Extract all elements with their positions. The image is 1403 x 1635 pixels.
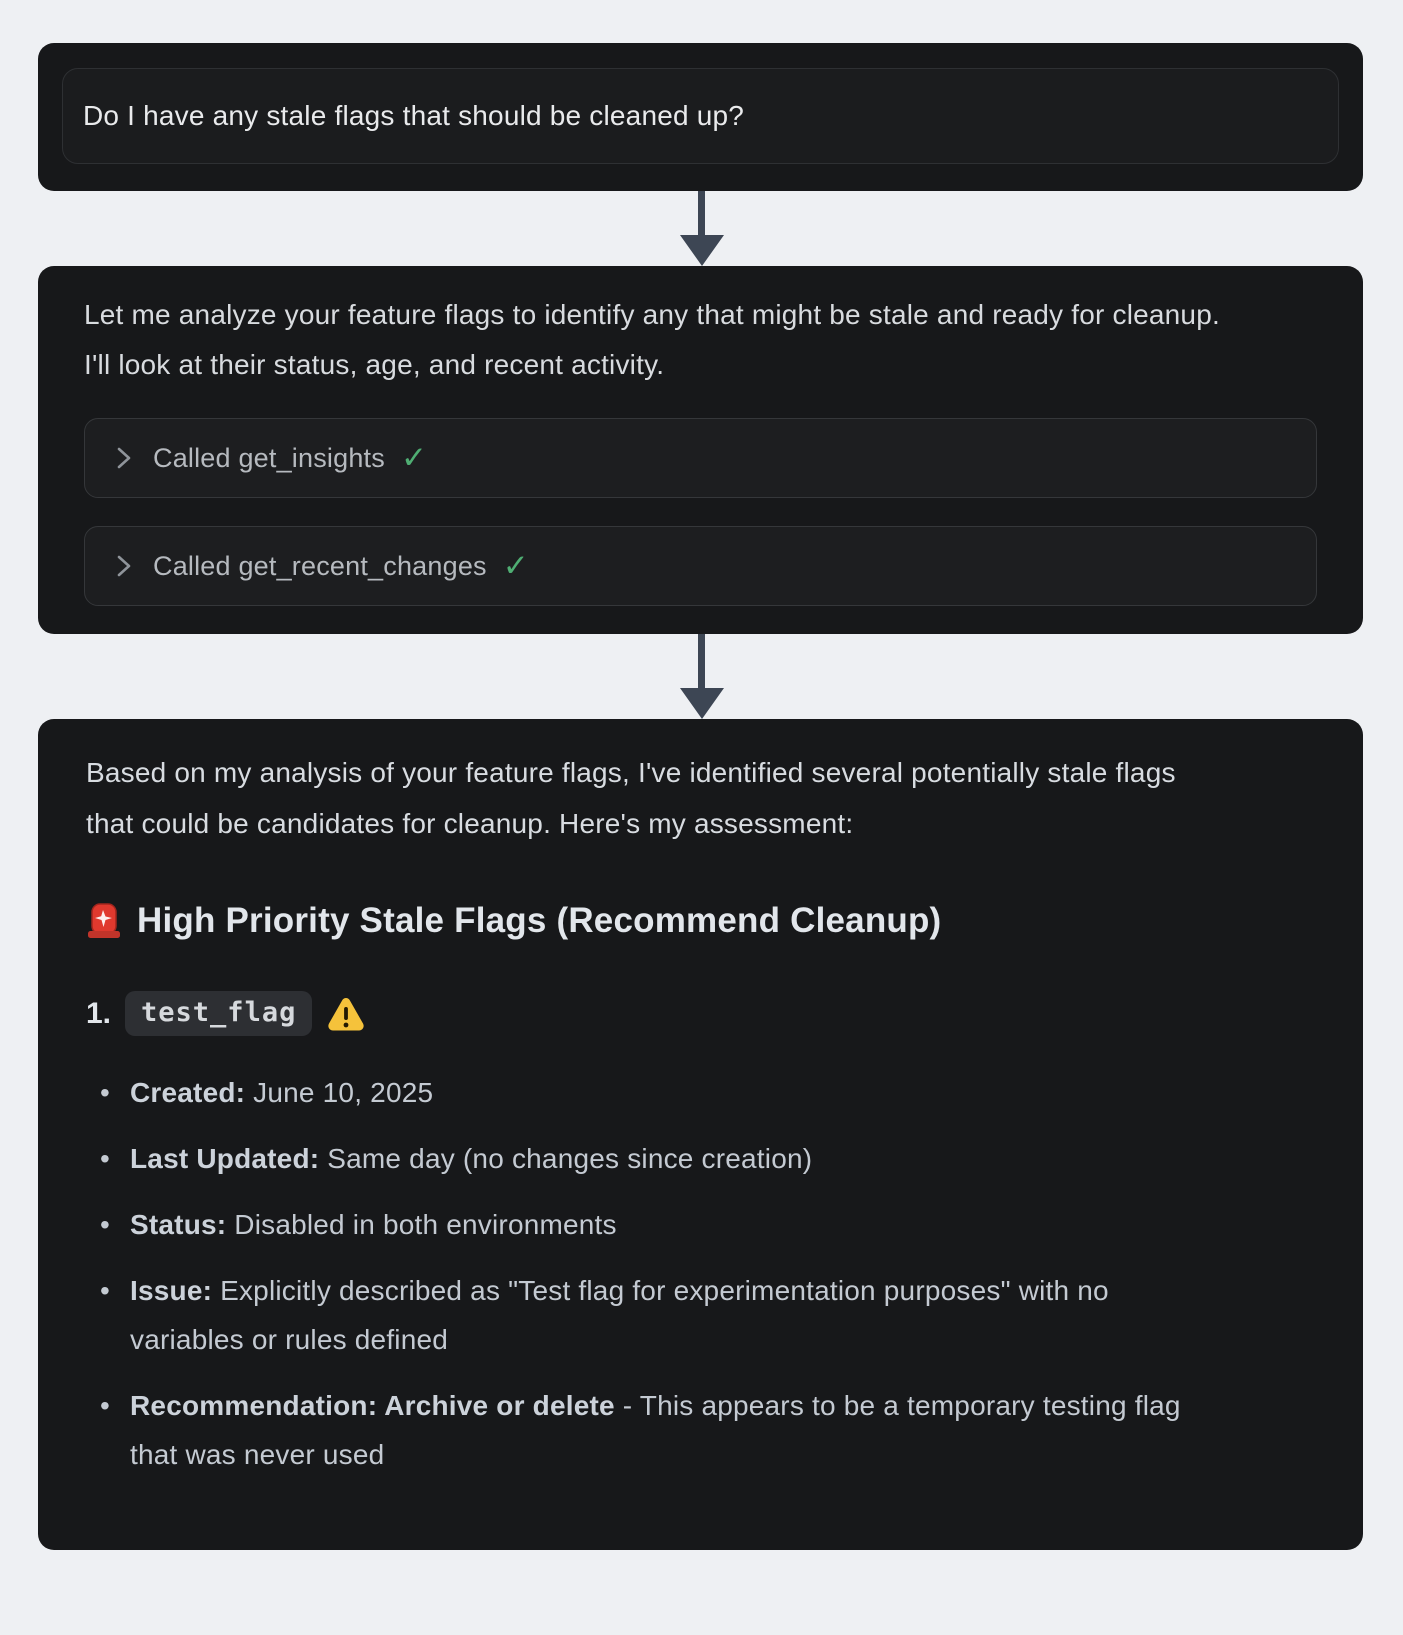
fact-label: Created:: [130, 1077, 246, 1108]
fact-value: - This appears to be a temporary testing flag that was never used: [130, 1390, 1181, 1470]
results-intro-text: Based on my analysis of your feature flags, I've identified several potentially stale flags that could be candidates for cleanup. Here's my assessment:: [86, 757, 1176, 839]
fact-label: Recommendation: Archive or delete: [130, 1390, 615, 1421]
assistant-results-card: [38, 719, 1363, 1550]
conversation-flow: [0, 43, 1403, 1635]
flag-key-code-chip: test_flag: [125, 991, 312, 1036]
flag-list-item-1: [86, 991, 1315, 1036]
high-priority-heading-text: High Priority Stale Flags (Recommend Cleanup): [137, 901, 942, 940]
fact-value: Same day (no changes since creation): [319, 1143, 813, 1174]
tool-call-row-get-recent-changes[interactable]: [84, 526, 1317, 606]
user-question-text: Do I have any stale flags that should be cleaned up?: [83, 100, 745, 131]
flag-item-number: 1.: [86, 996, 112, 1030]
fact-value: Disabled in both environments: [226, 1209, 617, 1240]
assistant-analysis-text: Let me analyze your feature flags to identify any that might be stale and ready for cleanup. I'll look at their status, age, and recent activity.: [84, 299, 1220, 380]
success-check-icon: ✓: [400, 440, 427, 476]
user-message-card: [38, 43, 1363, 191]
fact-created: [100, 1068, 1230, 1117]
flag-facts-list: [86, 1068, 1315, 1479]
fact-label: Issue:: [130, 1275, 213, 1306]
arrow-stem: [698, 634, 705, 688]
assistant-analysis-card: [38, 266, 1363, 634]
arrow-head: [680, 235, 724, 266]
arrow-head: [680, 688, 724, 719]
siren-icon: [86, 902, 122, 940]
fact-issue: [100, 1266, 1230, 1364]
flow-arrow-down: [0, 634, 1403, 719]
fact-status: [100, 1200, 1230, 1249]
user-message-bubble: [62, 68, 1339, 164]
fact-label: Last Updated:: [130, 1143, 320, 1174]
success-check-icon: ✓: [502, 548, 529, 584]
warning-icon: [326, 995, 366, 1033]
fact-value: Explicitly described as "Test flag for experimentation purposes" with no variables or rules defined: [130, 1275, 1109, 1355]
tool-call-row-get-insights[interactable]: [84, 418, 1317, 498]
fact-label: Status:: [130, 1209, 227, 1240]
fact-last-updated: [100, 1134, 1230, 1183]
fact-value: June 10, 2025: [245, 1077, 434, 1108]
tool-call-label: Called get_recent_changes: [153, 550, 487, 581]
fact-recommendation: [100, 1381, 1230, 1479]
tool-call-label: Called get_insights: [153, 442, 385, 473]
arrow-stem: [698, 191, 705, 235]
chevron-right-icon[interactable]: [113, 551, 135, 581]
flow-arrow-down: [0, 191, 1403, 266]
high-priority-heading: [86, 901, 1315, 941]
chevron-right-icon[interactable]: [113, 443, 135, 473]
